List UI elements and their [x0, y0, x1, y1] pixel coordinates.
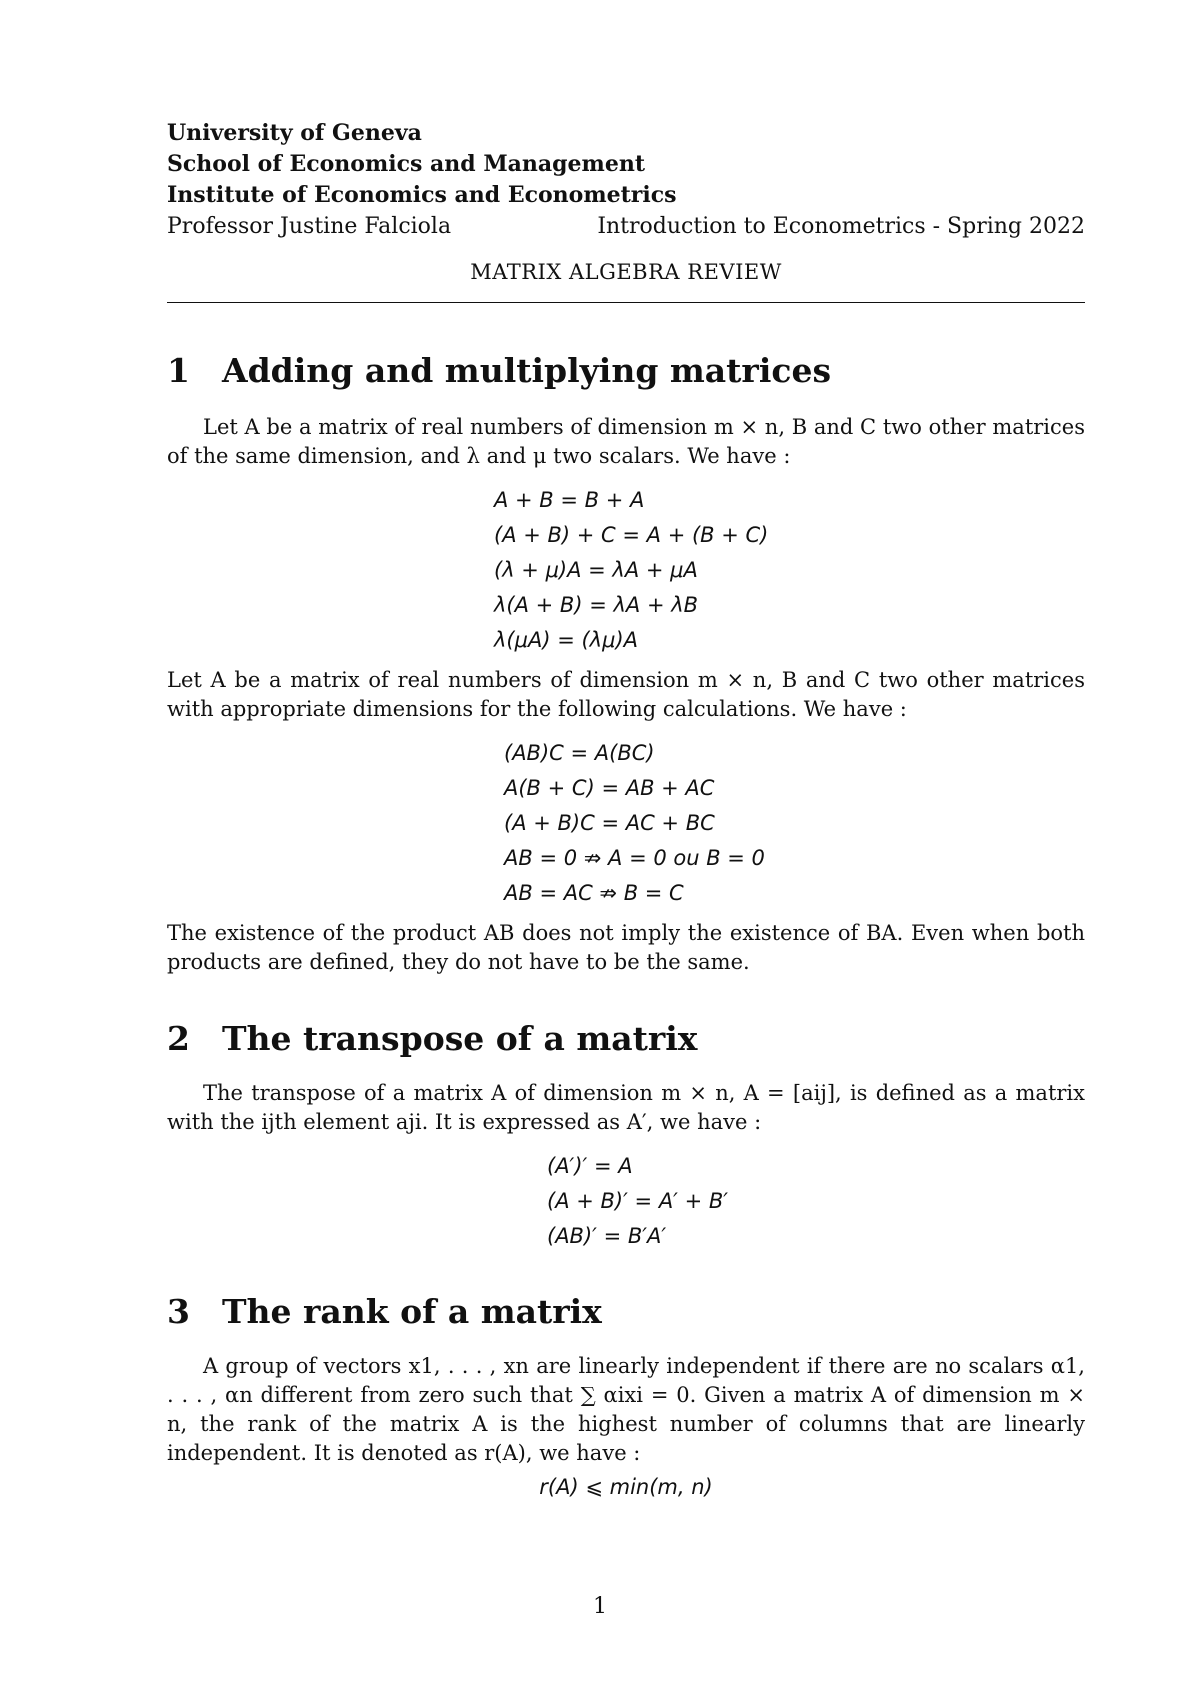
equation: AB = 0 ⇏ A = 0 ou B = 0 [504, 846, 765, 870]
school-name: School of Economics and Management [167, 151, 645, 177]
section-2-title: The transpose of a matrix [222, 1019, 698, 1058]
equation: (A + B)C = AC + BC [504, 811, 715, 835]
document-title: MATRIX ALGEBRA REVIEW [470, 260, 782, 284]
equation: (AB)C = A(BC) [504, 741, 655, 765]
section-1-title: Adding and multiplying matrices [222, 351, 832, 390]
professor-course-row [167, 211, 1085, 242]
section-1-para-2: Let A be a matrix of real numbers of dimension m × n, B and C two other matrices with appropriate dimensions for the following calculations. We have : [167, 668, 1085, 721]
section-2-heading [167, 1019, 1085, 1059]
equation: A + B = B + A [494, 488, 645, 512]
section-3-equations [167, 1470, 1085, 1505]
section-3-number: 3 [167, 1292, 190, 1331]
equation: (A′)′ = A [547, 1154, 633, 1178]
section-1-para-3: The existence of the product AB does not imply the existence of BA. Even when both products are defined, they do not have to be the same. [167, 921, 1085, 974]
equation: r(A) ⩽ min(m, n) [539, 1475, 713, 1499]
equation: λ(μA) = (λμ)A [494, 628, 639, 652]
course-name: Introduction to Econometrics - Spring 2022 [597, 214, 1085, 239]
section-1-heading [167, 351, 1085, 391]
equation: A(B + C) = AB + AC [504, 776, 715, 800]
equation: (AB)′ = B′A′ [547, 1224, 667, 1248]
section-2-number: 2 [167, 1019, 190, 1058]
section-2-equations [547, 1149, 1085, 1254]
section-3-title: The rank of a matrix [222, 1292, 602, 1331]
section-1-para-1: Let A be a matrix of real numbers of dimension m × n, B and C two other matrices of the same dimension, and λ and μ two scalars. We have : [167, 415, 1085, 468]
title-rule [167, 302, 1085, 303]
section-3-heading [167, 1292, 1085, 1332]
equation: (A + B)′ = A′ + B′ [547, 1189, 729, 1213]
equation: (A + B) + C = A + (B + C) [494, 523, 769, 547]
equation: AB = AC ⇏ B = C [504, 881, 684, 905]
equation: λ(A + B) = λA + λB [494, 593, 699, 617]
university-name: University of Geneva [167, 120, 422, 146]
section-1-equations-2 [504, 736, 1085, 911]
section-3-para-1: A group of vectors x1, . . . , xn are linearly independent if there are no scalars α1, . . . , αn different from zero such that ∑ αixi = 0. Given a matrix A of dimension m × n, the rank of the matrix A is the highest number of columns that are linearly independent. It is denoted as r(A), we have : [167, 1354, 1085, 1465]
section-1-equations-1 [494, 483, 1085, 658]
equation: (λ + μ)A = λA + μA [494, 558, 698, 582]
institute-name: Institute of Economics and Econometrics [167, 182, 677, 208]
professor-name: Professor Justine Falciola [167, 214, 452, 239]
section-2-para-1: The transpose of a matrix A of dimension m × n, A = [aij], is defined as a matrix with the ijth element aji. It is expressed as A′, we have : [167, 1081, 1085, 1134]
paper-page [167, 118, 1085, 1505]
section-1-number: 1 [167, 351, 190, 390]
page-number: 1 [593, 1594, 607, 1619]
